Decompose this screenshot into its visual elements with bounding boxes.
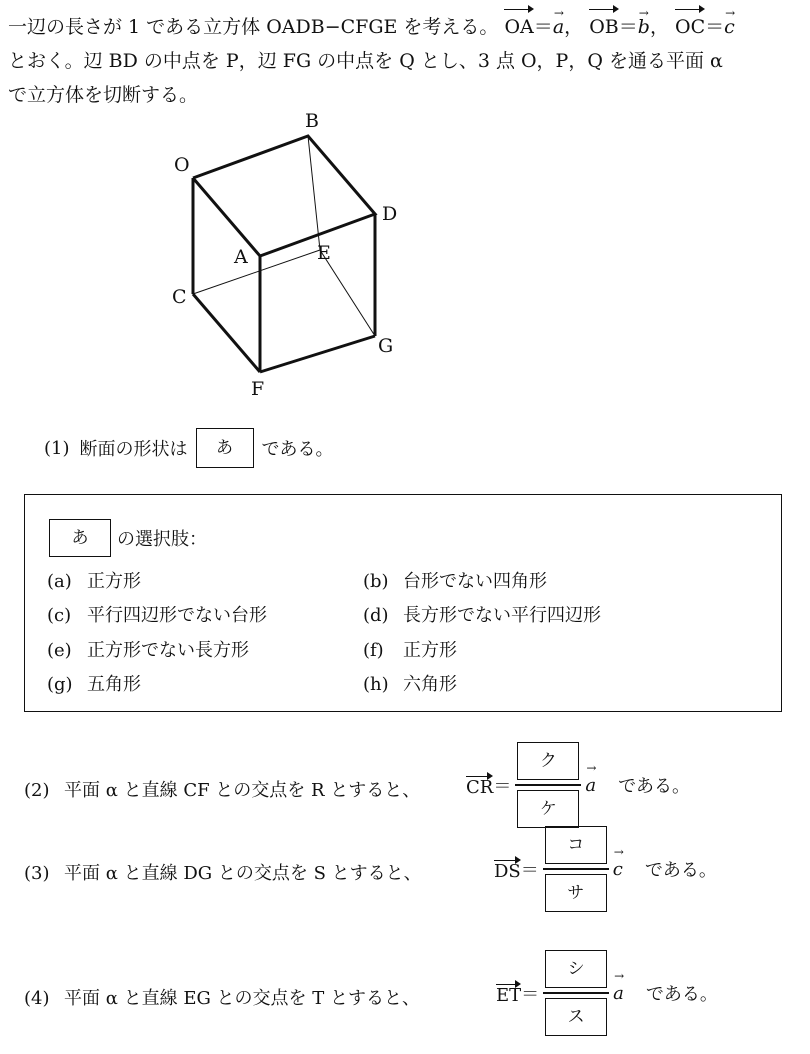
option-text: 正方形	[87, 571, 141, 592]
vector-cr: CR	[466, 773, 493, 798]
option-b[interactable]	[363, 567, 547, 593]
question-tail: である。	[645, 984, 718, 1005]
vector-oc: OC	[675, 6, 705, 44]
option-text: 正方形	[403, 640, 457, 661]
answer-box-a[interactable]: あ	[196, 428, 254, 468]
edge-fg	[260, 336, 375, 372]
option-tag: (b)	[363, 571, 389, 592]
option-tag: (e)	[47, 640, 72, 661]
vertex-label-c: C	[172, 286, 187, 308]
equals-sign: ＝	[618, 16, 638, 38]
question-tail: である。	[644, 860, 717, 881]
answer-box-shi[interactable]: シ	[545, 950, 607, 988]
answer-box-sa[interactable]: サ	[545, 874, 607, 912]
intro-line-3: で立方体を切断する。	[8, 84, 199, 106]
vector-et: ET	[496, 981, 521, 1006]
options-panel	[24, 494, 782, 712]
vector-symbol-b: b →	[638, 10, 650, 44]
question-number: (1)	[44, 437, 70, 459]
question-4	[24, 984, 420, 1010]
question-text: 断面の形状は	[79, 439, 188, 460]
fraction-bar	[515, 784, 581, 786]
vector-oa: OA	[504, 6, 533, 44]
vector-ob: OB	[589, 6, 619, 44]
vertex-label-o: O	[174, 154, 190, 176]
options-title-box: あ	[49, 519, 111, 557]
edge-ce	[193, 250, 320, 294]
vertex-label-a: A	[234, 246, 248, 268]
answer-box-ku[interactable]: ク	[517, 742, 579, 780]
answer-box-su[interactable]: ス	[545, 998, 607, 1036]
vertex-label-g: G	[378, 335, 394, 357]
option-tag: (c)	[47, 605, 72, 626]
vector-symbol-c: c →	[613, 859, 623, 880]
option-a[interactable]	[47, 567, 141, 593]
option-e[interactable]	[47, 636, 249, 662]
option-text: 五角形	[87, 674, 141, 695]
intro-line-2: とおく。辺 BD の中点を P，辺 FG の中点を Q とし、3 点 O，P，Q を通る平面 α	[8, 50, 723, 72]
answer-4	[496, 950, 718, 1036]
question-text-tail: である。	[261, 439, 334, 460]
vertex-label-d: D	[382, 203, 398, 225]
equals-sign: ＝	[520, 860, 539, 881]
top-face	[193, 136, 375, 256]
question-number: (4)	[24, 988, 50, 1009]
option-text: 正方形でない長方形	[87, 640, 249, 661]
question-2	[24, 776, 420, 802]
vertex-label-b: B	[305, 110, 319, 132]
option-tag: (g)	[47, 674, 73, 695]
option-tag: (h)	[363, 674, 389, 695]
option-tag: (a)	[47, 571, 72, 592]
equals-sign: ＝	[493, 776, 512, 797]
vector-symbol-a: a →	[613, 983, 624, 1004]
equals-sign: ＝	[533, 16, 553, 38]
option-text: 台形でない四角形	[403, 571, 547, 592]
answer-box-ke[interactable]: ケ	[517, 790, 579, 828]
edge-cf	[193, 294, 260, 372]
option-text: 六角形	[403, 674, 457, 695]
problem-statement	[8, 6, 804, 112]
intro-line-1	[8, 6, 804, 44]
option-text: 長方形でない平行四辺形	[403, 605, 601, 626]
comma: ，	[564, 16, 584, 38]
options-title-text: の選択肢：	[117, 529, 207, 550]
option-text: 平行四辺形でない台形	[87, 605, 267, 626]
equals-sign: ＝	[521, 984, 540, 1005]
fraction-bar	[543, 868, 609, 870]
vertex-label-e: E	[317, 242, 331, 264]
comma: ，	[649, 16, 669, 38]
vector-symbol-a: a →	[553, 10, 564, 44]
option-f[interactable]	[363, 636, 457, 662]
equals-sign: ＝	[705, 16, 725, 38]
option-tag: (d)	[363, 605, 389, 626]
option-tag: (f)	[363, 640, 384, 661]
options-title	[49, 519, 207, 557]
vector-symbol-c: c →	[724, 10, 735, 44]
vector-symbol-a: a →	[585, 775, 596, 796]
question-text: 平面 α と直線 DG との交点を S とすると、	[64, 863, 422, 884]
option-c[interactable]	[47, 601, 267, 627]
vertex-label-f: F	[251, 378, 265, 400]
option-h[interactable]	[363, 670, 457, 696]
edge-be	[308, 136, 320, 250]
question-number: (3)	[24, 863, 50, 884]
question-3	[24, 859, 422, 885]
fraction-2	[515, 742, 581, 828]
option-d[interactable]	[363, 601, 601, 627]
option-g[interactable]	[47, 670, 141, 696]
cube-drawing	[150, 108, 410, 398]
vector-ds: DS	[494, 857, 521, 882]
answer-2	[466, 742, 690, 828]
question-number: (2)	[24, 780, 50, 801]
answer-3	[494, 826, 717, 912]
fraction-3	[543, 826, 609, 912]
answer-box-ko[interactable]: コ	[545, 826, 607, 864]
question-text: 平面 α と直線 EG との交点を T とすると、	[64, 988, 421, 1009]
cube-figure	[150, 108, 410, 398]
question-1	[44, 428, 334, 468]
question-tail: である。	[618, 776, 691, 797]
fraction-4	[543, 950, 609, 1036]
intro-text: 一辺の長さが 1 である立方体 OADB−CFGE を考える。	[8, 16, 499, 38]
fraction-bar	[543, 992, 609, 994]
question-text: 平面 α と直線 CF との交点を R とすると、	[64, 780, 421, 801]
